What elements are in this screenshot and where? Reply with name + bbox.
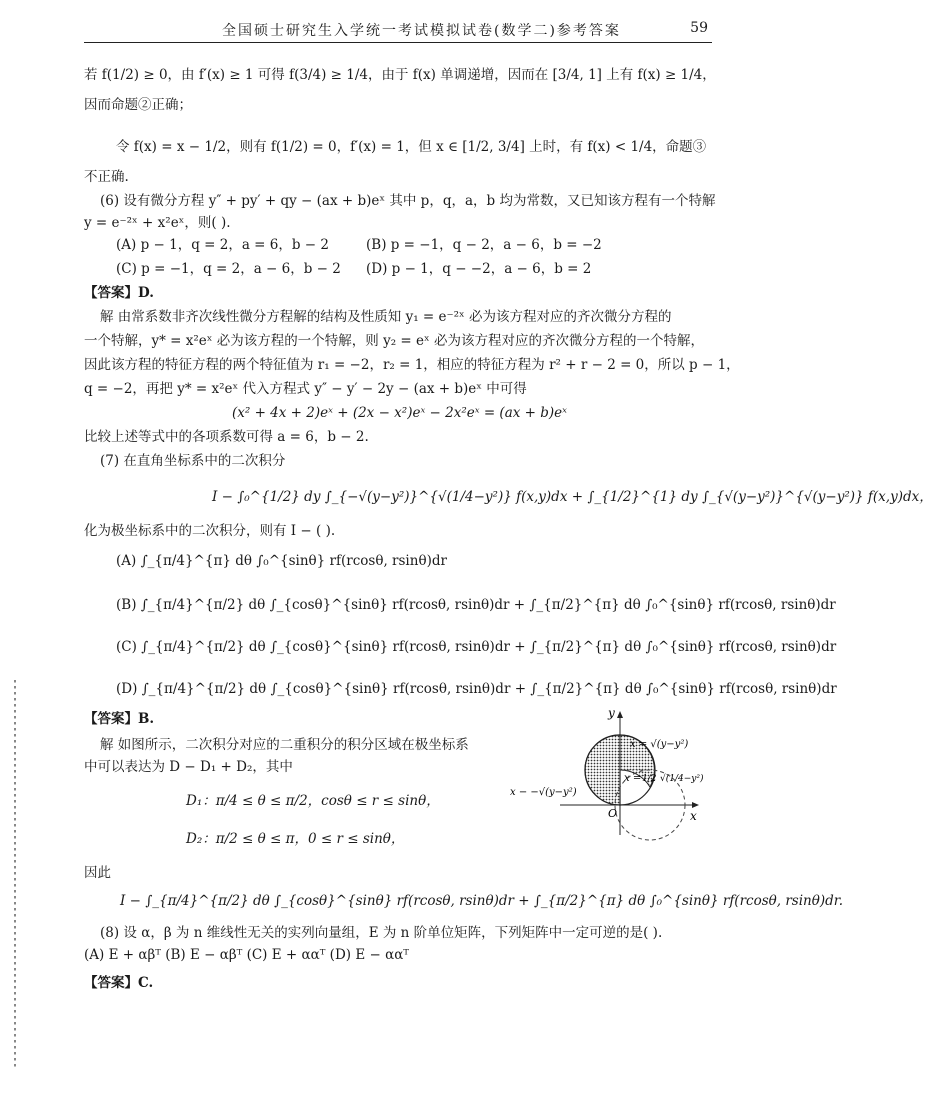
region-d2 (585, 735, 620, 805)
formula-line: (x² + 4x + 2)eˣ + (2x − x²)eˣ − 2x²eˣ = (ax + b)eˣ (232, 405, 567, 421)
text-line: 令 f(x) = x − 1/2，则有 f(1/2) = 0，f′(x) = 1，但 x ∈ [1/2, 3/4] 上时，有 f(x) < 1/4，命题③ (116, 139, 707, 155)
formula-line: I − ∫_{π/4}^{π/2} dθ ∫_{cosθ}^{sinθ} rf(rcosθ, rsinθ)dr + ∫_{π/2}^{π} dθ ∫₀^{sinθ} rf(rcosθ, rsinθ)dr. (120, 893, 844, 909)
answer-label: 【答案】D. (84, 285, 154, 301)
figure-svg (500, 705, 720, 845)
x-axis-label: x (690, 809, 697, 823)
text-line: 因此 (84, 865, 111, 881)
formula-line: D₂：π/2 ≤ θ ≤ π，0 ≤ r ≤ sinθ， (186, 831, 405, 847)
binding-margin-dots (14, 680, 16, 1070)
y-axis-label: y (608, 706, 615, 720)
option-d: (D) ∫_{π/4}^{π/2} dθ ∫_{cosθ}^{sinθ} rf(rcosθ, rsinθ)dr + ∫_{π/2}^{π} dθ ∫₀^{sinθ} rf(rcosθ, rsinθ)dr (116, 681, 837, 697)
formula-line: D₁：π/4 ≤ θ ≤ π/2，cosθ ≤ r ≤ sinθ， (186, 793, 440, 809)
page-header (84, 18, 712, 43)
formula-line: I − ∫₀^{1/2} dy ∫_{−√(y−y²)}^{√(1/4−y²)} f(x,y)dx + ∫_{1/2}^{1} dy ∫_{√(y−y²)}^{√(y−y²)} f(x,y)dx， (212, 489, 933, 505)
text-line: q = −2，再把 y* = x²eˣ 代入方程式 y″ − y′ − 2y − (ax + b)eˣ 中可得 (84, 381, 527, 397)
text-line: (7) 在直角坐标系中的二次积分 (100, 453, 286, 469)
option-b: (B) ∫_{π/4}^{π/2} dθ ∫_{cosθ}^{sinθ} rf(rcosθ, rsinθ)dr + ∫_{π/2}^{π} dθ ∫₀^{sinθ} rf(rcosθ, rsinθ)dr (116, 597, 836, 613)
option-c: (C) p = −1，q = 2，a − 6，b − 2 (116, 261, 341, 277)
text-line: 解 如图所示，二次积分对应的二重积分的积分区域在极坐标系 (100, 737, 469, 753)
y-axis-arrow (617, 711, 623, 718)
label-left: x − −√(y−y²) (510, 787, 577, 798)
origin-label: O (608, 807, 618, 820)
option-a: (A) ∫_{π/4}^{π} dθ ∫₀^{sinθ} rf(rcosθ, rsinθ)dr (116, 553, 447, 569)
text-line: 若 f(1/2) ≥ 0，由 f′(x) ≥ 1 可得 f(3/4) ≥ 1/4，由于 f(x) 单调递增，因而在 [3/4, 1] 上有 f(x) ≥ 1/4， (84, 67, 716, 83)
text-line: (6) 设有微分方程 y″ + py′ + qy − (ax + b)eˣ 其中 p，q，a，b 均为常数，又已知该方程有一个特解 (100, 193, 716, 209)
text-line: 比较上述等式中的各项系数可得 a = 6，b − 2. (84, 429, 369, 445)
answer-label: 【答案】B. (84, 711, 155, 727)
option-b: (B) p = −1，q − 2，a − 6，b = −2 (366, 237, 602, 253)
text-line: 解 由常系数非齐次线性微分方程解的结构及性质知 y₁ = e⁻²ˣ 必为该方程对应的齐次微分方程的 (100, 309, 672, 325)
header-title: 全国硕士研究生入学统一考试模拟试卷(数学二)参考答案 (222, 23, 621, 39)
option-a: (A) p − 1，q = 2，a = 6，b − 2 (116, 237, 329, 253)
options-line: (A) E + αβᵀ (B) E − αβᵀ (C) E + ααᵀ (D) E − ααᵀ (84, 947, 409, 963)
text-line: 化为极坐标系中的二次积分，则有 I − ( ). (84, 523, 336, 539)
text-line: 中可以表达为 D − D₁ + D₂，其中 (84, 759, 293, 775)
text-line: 因此该方程的特征方程的两个特征值为 r₁ = −2，r₂ = 1，相应的特征方程为 r² + r − 2 = 0，所以 p − 1， (84, 357, 740, 373)
text-line: 一个特解，y* = x²eˣ 必为该方程的一个特解，则 y₂ = eˣ 必为该方程对应的齐次微分方程的一个特解， (84, 333, 705, 349)
label-half: 1/2 (642, 774, 657, 784)
x-axis-arrow (692, 802, 699, 808)
text-line: y = e⁻²ˣ + x²eˣ，则( ). (84, 215, 231, 231)
option-d: (D) p − 1，q − −2，a − 6，b = 2 (366, 261, 592, 277)
text-line: 不正确. (84, 169, 129, 185)
option-c: (C) ∫_{π/4}^{π/2} dθ ∫_{cosθ}^{sinθ} rf(rcosθ, rsinθ)dr + ∫_{π/2}^{π} dθ ∫₀^{sinθ} rf(rcosθ, rsinθ)dr (116, 639, 837, 655)
integration-region-figure (500, 705, 720, 845)
label-right: √(1/4−y²) (660, 774, 704, 784)
text-line: 因而命题②正确； (84, 97, 192, 113)
label-top: x = √(y−y²) (630, 739, 689, 750)
page-number: 59 (690, 20, 708, 36)
label-mid: x = (624, 773, 642, 784)
text-line: (8) 设 α，β 为 n 维线性无关的实列向量组，E 为 n 阶单位矩阵，下列矩阵中一定可逆的是( ). (100, 925, 663, 941)
answer-label: 【答案】C. (84, 975, 154, 991)
